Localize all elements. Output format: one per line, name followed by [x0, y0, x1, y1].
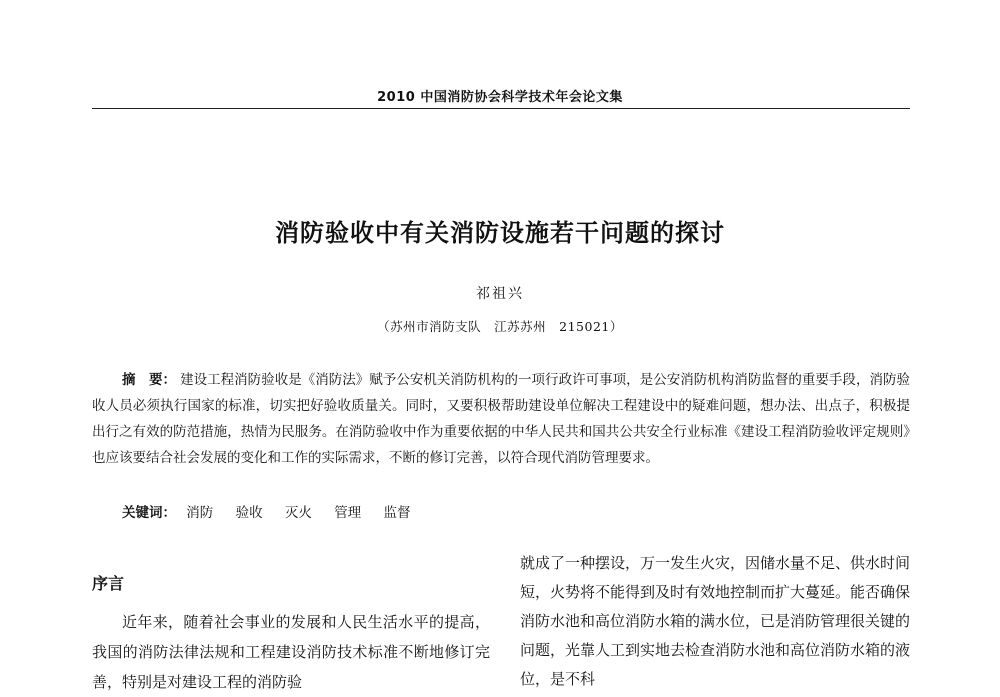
- paper-title: 消防验收中有关消防设施若干问题的探讨: [275, 219, 725, 247]
- header-rule: [92, 108, 910, 109]
- author: 祁祖兴: [476, 286, 524, 302]
- keywords: [122, 501, 428, 521]
- body-left-column: 近年来，随着社会事业的发展和人民生活水平的提高，我国的消防法律法规和工程建设消防技术标准不断地修订完善，特别是对建设工程的消防验: [92, 613, 490, 691]
- running-header: 2010 中国消防协会科学技术年会论文集: [377, 90, 623, 105]
- body-right-column: 就成了一种摆设，万一发生火灾，因储水量不足、供水时间短，火势将不能得到及时有效地控制而扩大蔓延。能否确保消防水池和高位消防水箱的满水位，已是消防管理很关键的问题，光靠人工到实地去检查消防水池和高位消防水箱的液位，是不科: [520, 554, 911, 688]
- keywords-label: 关键词：: [122, 505, 176, 521]
- abstract-label: 摘 要：: [122, 372, 177, 388]
- abstract: [92, 367, 910, 471]
- keyword: 验收: [235, 505, 263, 521]
- keyword: 监督: [383, 505, 411, 521]
- keyword: 管理: [334, 505, 362, 521]
- affiliation: （苏州市消防支队 江苏苏州 215021）: [377, 319, 623, 334]
- keyword: 灭火: [284, 505, 312, 521]
- section-heading: 序言: [92, 574, 125, 593]
- keyword: 消防: [186, 505, 214, 521]
- abstract-text: 建设工程消防验收是《消防法》赋予公安机关消防机构的一项行政许可事项，是公安消防机构消防监督的重要手段，消防验收人员必须执行国家的标准，切实把好验收质量关。同时，又要积极帮助建设单位解决工程建设中的疑难问题，想办法、出点子，积极提出行之有效的防范措施，热情为民服务。在消防验收中作为重要依据的中华人民共和国共公共安全行业标准《建设工程消防验收评定规则》也应该要结合社会发展的变化和工作的实际需求，不断的修订完善，以符合现代消防管理要求。: [92, 372, 911, 466]
